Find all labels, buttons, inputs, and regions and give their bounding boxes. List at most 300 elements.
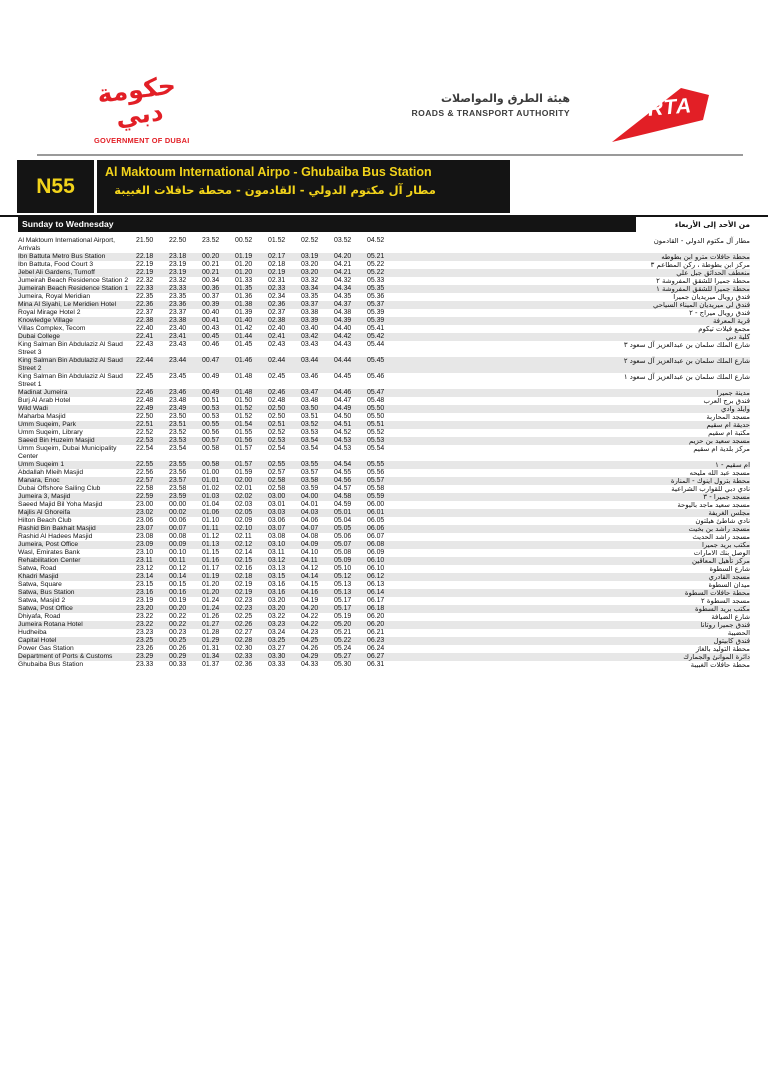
departure-time: 05.50 [367, 413, 385, 420]
departure-time: 05.22 [367, 261, 385, 268]
departure-time: 04.32 [334, 277, 352, 284]
departure-time: 05.20 [334, 621, 352, 628]
departure-time: 01.20 [202, 589, 220, 596]
departure-time: 04.08 [301, 533, 319, 540]
departure-time: 01.57 [235, 445, 253, 452]
departure-time: 00.10 [169, 549, 187, 556]
rta-authority-name-ar: هيئة الطرق والمواصلات [440, 92, 570, 105]
departure-time: 05.12 [334, 573, 352, 580]
departure-time: 01.24 [202, 597, 220, 604]
departure-time: 00.52 [235, 237, 253, 244]
stop-name-ar: فندق لي ميريديان الميناء السياحي [653, 301, 750, 309]
departure-time: 05.09 [334, 557, 352, 564]
stop-name-en: Capital Hotel [18, 637, 57, 644]
departure-time: 01.57 [235, 461, 253, 468]
departure-time: 00.08 [169, 533, 187, 540]
departure-time: 03.51 [301, 413, 319, 420]
departure-time: 02.34 [268, 293, 286, 300]
departure-time: 03.44 [301, 357, 319, 364]
stop-name-en: Satwa, Square [18, 581, 62, 588]
departure-time: 23.20 [136, 605, 154, 612]
stop-name-ar: ميدان السطوة [708, 581, 750, 589]
departure-time: 23.22 [136, 621, 154, 628]
departure-time: 03.34 [301, 285, 319, 292]
departure-time: 05.47 [367, 389, 385, 396]
departure-time: 23.54 [169, 445, 187, 452]
timetable-row [18, 605, 750, 613]
departure-time: 22.36 [136, 301, 154, 308]
departure-time: 01.02 [202, 485, 220, 492]
departure-time: 03.47 [301, 389, 319, 396]
stop-name-en: Al Maktoum International Airport, Arrivals [18, 237, 116, 252]
departure-time: 03.11 [268, 549, 285, 556]
timetable-row [18, 309, 750, 317]
stop-name-en: Manara, Enoc [18, 477, 60, 484]
timetable-row [18, 509, 750, 517]
timetable-row [18, 485, 750, 493]
timetable-row [18, 397, 750, 405]
departure-time: 04.46 [334, 389, 352, 396]
departure-time: 04.35 [334, 293, 352, 300]
departure-time: 01.00 [202, 469, 220, 476]
government-of-dubai-logo [94, 70, 190, 145]
route-title-en: Al Maktoum International Airpo - Ghubaiba Bus Station [105, 165, 432, 179]
departure-time: 04.06 [301, 517, 319, 524]
departure-time: 01.37 [202, 661, 220, 668]
departure-time: 23.14 [136, 573, 154, 580]
departure-time: 05.21 [334, 629, 352, 636]
departure-time: 22.49 [136, 405, 154, 412]
timetable-row [18, 301, 750, 309]
departure-time: 04.56 [334, 477, 352, 484]
departure-time: 01.13 [202, 541, 220, 548]
departure-time: 03.08 [268, 533, 286, 540]
stop-name-ar: محطة بترول اينوك - المنارة [670, 477, 750, 485]
departure-time: 02.14 [235, 549, 253, 556]
departure-time: 23.07 [136, 525, 154, 532]
departure-time: 03.03 [268, 509, 286, 516]
departure-time: 06.21 [367, 629, 385, 636]
stop-name-ar: شارع السطوة [709, 565, 750, 573]
departure-time: 23.53 [169, 437, 187, 444]
departure-time: 04.45 [334, 373, 352, 380]
stop-name-en: Jumeira, Post Office [18, 541, 79, 548]
departure-time: 03.12 [268, 557, 286, 564]
stop-name-ar: شارع الضيافة [711, 613, 750, 621]
timetable-row [18, 621, 750, 629]
departure-time: 03.54 [301, 437, 319, 444]
departure-time: 03.25 [268, 637, 286, 644]
departure-time: 23.59 [169, 493, 187, 500]
departure-time: 00.41 [202, 317, 220, 324]
departure-time: 02.52 [301, 237, 319, 244]
timetable-row [18, 333, 750, 341]
departure-time: 05.13 [334, 589, 352, 596]
stop-name-ar: شارع الملك سلمان بن عبدالعزيز آل سعود ٣ [623, 341, 750, 349]
government-of-dubai-label: GOVERNMENT OF DUBAI [94, 136, 190, 145]
stop-name-en: Knowledge Village [18, 317, 73, 324]
departure-time: 00.45 [202, 333, 220, 340]
departure-time: 03.33 [268, 661, 286, 668]
departure-time: 22.50 [136, 413, 154, 420]
departure-time: 00.09 [169, 541, 187, 548]
departure-time: 00.21 [202, 269, 220, 276]
departure-time: 23.02 [136, 509, 154, 516]
departure-time: 04.11 [301, 557, 318, 564]
departure-time: 04.10 [301, 549, 319, 556]
departure-time: 05.07 [334, 541, 352, 548]
departure-time: 02.51 [268, 421, 286, 428]
departure-time: 01.15 [202, 549, 220, 556]
departure-time: 01.11 [202, 525, 219, 532]
departure-time: 02.44 [268, 357, 286, 364]
departure-time: 03.30 [268, 653, 286, 660]
stop-name-en: King Salman Bin Abdulaziz Al Saud Street 3 [18, 341, 123, 356]
departure-time: 06.20 [367, 621, 385, 628]
departure-time: 06.18 [367, 605, 385, 612]
departure-time: 06.05 [367, 517, 385, 524]
departure-time: 23.36 [169, 301, 187, 308]
departure-time: 22.56 [136, 469, 154, 476]
departure-time: 23.19 [169, 269, 187, 276]
timetable-row [18, 501, 750, 509]
departure-time: 01.42 [235, 325, 253, 332]
day-header-bar [0, 215, 768, 235]
stop-name-en: Rehabilitation Center [18, 557, 81, 564]
departure-time: 00.57 [202, 437, 220, 444]
departure-time: 00.43 [202, 325, 220, 332]
departure-time: 03.01 [268, 501, 286, 508]
stop-name-en: Mina Al Siyahi, Le Meridien Hotel [18, 301, 117, 308]
departure-time: 02.30 [235, 645, 253, 652]
departure-time: 04.52 [334, 429, 352, 436]
timetable-row [18, 477, 750, 485]
departure-time: 05.17 [334, 605, 352, 612]
departure-time: 00.06 [169, 517, 187, 524]
timetable-row [18, 565, 750, 573]
departure-time: 05.52 [367, 429, 385, 436]
departure-time: 22.54 [136, 445, 154, 452]
departure-time: 02.54 [268, 445, 286, 452]
departure-time: 05.46 [367, 373, 385, 380]
timetable-row [18, 581, 750, 589]
departure-time: 02.45 [268, 373, 286, 380]
departure-time: 23.49 [169, 405, 187, 412]
departure-time: 02.27 [235, 629, 253, 636]
stop-name-ar: مطار آل مكتوم الدولي - القادمون [653, 237, 750, 245]
departure-time: 00.26 [169, 645, 187, 652]
departure-time: 23.43 [169, 341, 187, 348]
departure-time: 23.06 [136, 517, 154, 524]
departure-time: 01.17 [202, 565, 220, 572]
departure-time: 04.51 [334, 421, 352, 428]
departure-time: 04.52 [367, 237, 385, 244]
departure-time: 00.49 [202, 373, 220, 380]
departure-time: 06.09 [367, 549, 385, 556]
departure-time: 04.43 [334, 341, 352, 348]
departure-time: 06.12 [367, 573, 385, 580]
departure-time: 00.34 [202, 277, 220, 284]
departure-time: 04.50 [334, 413, 352, 420]
departure-time: 23.58 [169, 485, 187, 492]
departure-time: 06.07 [367, 533, 385, 540]
departure-time: 05.05 [334, 525, 352, 532]
stop-name-en: Satwa, Post Office [18, 605, 73, 612]
stop-name-ar: مسجد عبد الله مليحه [689, 469, 750, 477]
departure-time: 05.51 [367, 421, 385, 428]
departure-time: 02.36 [235, 661, 253, 668]
departure-time: 05.01 [334, 509, 352, 516]
departure-time: 03.43 [301, 341, 319, 348]
departure-time: 22.41 [136, 333, 154, 340]
stop-name-en: Dubai College [18, 333, 61, 340]
stop-name-ar: مكتب بريد السطوة [695, 605, 750, 613]
departure-time: 01.35 [235, 285, 253, 292]
departure-time: 05.08 [334, 549, 352, 556]
departure-time: 02.09 [235, 517, 253, 524]
departure-time: 03.20 [301, 261, 319, 268]
departure-time: 05.53 [367, 437, 385, 444]
departure-time: 01.50 [235, 397, 253, 404]
departure-time: 02.31 [268, 277, 286, 284]
departure-time: 02.19 [235, 589, 253, 596]
stop-name-en: Dubai Offshore Sailing Club [18, 485, 101, 492]
stop-name-en: Villas Complex, Tecom [18, 325, 86, 332]
departure-time: 00.25 [169, 637, 187, 644]
departure-time: 22.35 [136, 293, 154, 300]
departure-time: 02.18 [268, 261, 286, 268]
departure-time: 00.58 [202, 445, 220, 452]
timetable-row [18, 389, 750, 397]
timetable-row [18, 517, 750, 525]
departure-time: 04.47 [334, 397, 352, 404]
departure-time: 00.23 [169, 629, 187, 636]
stop-name-ar: مركز ابن بطوطة ، ركن المطاعم ٣ [650, 261, 750, 269]
stop-name-en: Majlis Al Ghoreifa [18, 509, 71, 516]
timetable-row [18, 557, 750, 565]
departure-time: 02.28 [235, 637, 253, 644]
departure-time: 02.33 [235, 653, 253, 660]
stop-name-ar: كلية دبي [725, 333, 750, 341]
departure-time: 03.48 [301, 397, 319, 404]
departure-time: 02.38 [268, 317, 286, 324]
departure-time: 02.57 [268, 469, 286, 476]
timetable-row [18, 269, 750, 277]
departure-time: 06.00 [367, 501, 385, 508]
departure-time: 06.31 [367, 661, 385, 668]
departure-time: 03.20 [268, 605, 286, 612]
departure-time: 02.33 [268, 285, 286, 292]
departure-time: 02.36 [268, 301, 286, 308]
stop-name-ar: مسجد القادري [708, 573, 750, 581]
departure-time: 23.45 [169, 373, 187, 380]
departure-time: 01.26 [202, 613, 220, 620]
departure-time: 01.48 [235, 389, 253, 396]
stop-name-ar: مركز بلدية ام سقيم [693, 445, 750, 453]
stop-name-ar: قرية المعرفة [712, 317, 750, 325]
departure-time: 04.53 [334, 437, 352, 444]
departure-time: 01.39 [235, 309, 253, 316]
departure-time: 04.57 [334, 485, 352, 492]
departure-time: 00.53 [202, 405, 220, 412]
departure-time: 05.50 [367, 405, 385, 412]
departure-time: 03.16 [268, 589, 286, 596]
departure-time: 03.00 [268, 493, 286, 500]
departure-time: 00.15 [169, 581, 187, 588]
departure-time: 04.39 [334, 317, 352, 324]
departure-time: 02.17 [268, 253, 286, 260]
departure-time: 02.55 [268, 461, 286, 468]
departure-time: 23.16 [136, 589, 154, 596]
departure-time: 00.22 [169, 613, 187, 620]
stop-name-ar: مسجد جميرا - ٣ [703, 493, 750, 501]
departure-time: 02.18 [235, 573, 253, 580]
departure-time: 05.06 [334, 533, 352, 540]
departure-time: 23.19 [136, 597, 154, 604]
departure-time: 22.57 [136, 477, 154, 484]
departure-time: 04.29 [301, 653, 319, 660]
departure-time: 22.58 [136, 485, 154, 492]
departure-time: 23.52 [202, 237, 220, 244]
departure-time: 05.41 [367, 325, 385, 332]
departure-time: 02.40 [268, 325, 286, 332]
departure-time: 04.15 [301, 581, 319, 588]
stop-name-en: Dhiyafa, Road [18, 613, 61, 620]
departure-time: 03.57 [301, 469, 319, 476]
timetable [18, 237, 750, 669]
departure-time: 23.22 [136, 613, 154, 620]
svg-text:RTA: RTA [646, 94, 693, 121]
departure-time: 23.35 [169, 293, 187, 300]
timetable-row [18, 237, 750, 253]
stop-name-ar: فندق جميرا روتانا [700, 621, 750, 629]
timetable-row [18, 253, 750, 261]
departure-time: 01.03 [202, 493, 220, 500]
departure-time: 06.13 [367, 581, 385, 588]
departure-time: 00.36 [202, 285, 220, 292]
departure-time: 02.03 [235, 501, 253, 508]
departure-time: 22.51 [136, 421, 154, 428]
departure-time: 22.59 [136, 493, 154, 500]
stop-name-ar: مسجد المحاربة [706, 413, 750, 421]
departure-time: 01.28 [202, 629, 220, 636]
stop-name-en: Jumeirah Beach Residence Station 1 [18, 285, 129, 292]
stop-name-ar: مسجد سعيد بن حزيم [689, 437, 750, 445]
departure-time: 23.33 [169, 285, 187, 292]
departure-time: 01.10 [202, 517, 220, 524]
departure-time: 02.26 [235, 621, 253, 628]
stop-name-ar: مكتبة ام سقيم [708, 429, 750, 437]
timetable-row [18, 661, 750, 669]
stop-name-en: Wasl, Emirates Bank [18, 549, 80, 556]
departure-time: 02.46 [268, 389, 286, 396]
timetable-row [18, 613, 750, 621]
departure-time: 02.50 [268, 413, 286, 420]
departure-time: 01.19 [235, 253, 253, 260]
departure-time: 01.44 [235, 333, 253, 340]
departure-time: 03.42 [301, 333, 319, 340]
departure-time: 06.23 [367, 637, 385, 644]
stop-name-en: Satwa, Bus Station [18, 589, 75, 596]
departure-time: 03.46 [301, 373, 319, 380]
stop-name-en: Jebel Ali Gardens, Turnoff [18, 269, 95, 276]
timetable-row [18, 445, 750, 461]
departure-time: 23.11 [136, 557, 153, 564]
route-title-box [97, 160, 510, 213]
departure-time: 00.37 [202, 293, 220, 300]
departure-time: 06.17 [367, 597, 385, 604]
departure-time: 23.48 [169, 397, 187, 404]
day-range-ar: من الأحد إلى الأربعاء [674, 220, 750, 229]
departure-time: 02.12 [235, 541, 253, 548]
departure-time: 23.33 [136, 661, 154, 668]
departure-time: 00.22 [169, 621, 187, 628]
timetable-row [18, 261, 750, 269]
departure-time: 01.01 [202, 477, 220, 484]
departure-time: 00.51 [202, 397, 220, 404]
stop-name-ar: مكتب بريد جميرا [701, 541, 750, 549]
timetable-row [18, 493, 750, 501]
departure-time: 04.19 [301, 597, 319, 604]
departure-time: 01.20 [235, 269, 253, 276]
departure-time: 01.04 [202, 501, 220, 508]
departure-time: 03.20 [268, 597, 286, 604]
departure-time: 22.44 [136, 357, 154, 364]
stop-name-en: Umm Suqeim, Dubai Municipality Center [18, 445, 117, 460]
departure-time: 00.49 [202, 389, 220, 396]
departure-time: 02.53 [268, 437, 286, 444]
departure-time: 02.00 [235, 477, 253, 484]
departure-time: 00.39 [202, 301, 220, 308]
departure-time: 01.27 [202, 621, 220, 628]
departure-time: 05.44 [367, 341, 385, 348]
departure-time: 05.22 [367, 269, 385, 276]
departure-time: 01.55 [235, 429, 253, 436]
timetable-row [18, 277, 750, 285]
departure-time: 22.19 [136, 269, 154, 276]
stop-name-en: Rashid Al Hadees Masjid [18, 533, 93, 540]
stop-name-ar: مسجد السطوة ٢ [701, 597, 750, 605]
departure-time: 00.07 [169, 525, 187, 532]
stop-name-en: Jumeira Rotana Hotel [18, 621, 83, 628]
departure-time: 03.59 [301, 485, 319, 492]
rta-authority-name-en: ROADS & TRANSPORT AUTHORITY [411, 108, 570, 118]
departure-time: 22.45 [136, 373, 154, 380]
departure-time: 23.29 [136, 653, 154, 660]
stop-name-en: Madinat Jumeira [18, 389, 68, 396]
departure-time: 03.13 [268, 565, 286, 572]
stop-name-ar: دائرة الموانئ والجمارك [683, 653, 750, 661]
departure-time: 22.40 [136, 325, 154, 332]
departure-time: 02.19 [268, 269, 286, 276]
departure-time: 05.56 [367, 469, 385, 476]
timetable-row [18, 629, 750, 637]
departure-time: 04.42 [334, 333, 352, 340]
departure-time: 01.36 [235, 293, 253, 300]
departure-time: 01.52 [235, 413, 253, 420]
departure-time: 01.59 [235, 469, 253, 476]
departure-time: 01.12 [202, 533, 220, 540]
stop-name-ar: مدينة جميرا [716, 389, 750, 397]
departure-time: 05.42 [367, 333, 385, 340]
timetable-row [18, 589, 750, 597]
departure-time: 22.46 [136, 389, 154, 396]
departure-time: 04.33 [301, 661, 319, 668]
stop-name-ar: الحضيبة [727, 629, 750, 637]
departure-time: 05.39 [367, 317, 385, 324]
departure-time: 02.58 [268, 485, 286, 492]
timetable-row [18, 645, 750, 653]
